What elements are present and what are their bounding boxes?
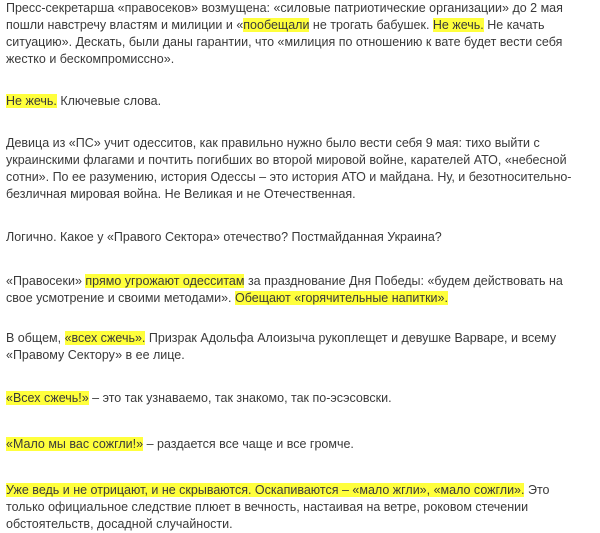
text: Пресс-секретарша «правосеков» возмущена: «силовые патриотические организации» до 2 мая пошли навстречу властям и милиции и « [6, 1, 563, 32]
highlight: Уже ведь и не отрицают, и не скрываются. Оскапиваются – «мало жгли», «мало сожгли». [6, 483, 525, 497]
highlight: «всех сжечь». [64, 331, 146, 345]
text: В общем, [6, 331, 65, 345]
text: за празднование Дня Победы: «будем действовать на свое усмотрение и своими методами». [6, 274, 563, 305]
highlight: «Всех сжечь!» [6, 391, 89, 405]
paragraph-logical [6, 229, 591, 246]
text: Призрак Адольфа Алоизыча рукоплещет и девушке Варваре, и всему «Правому Сектору» в ее лице. [6, 331, 557, 362]
paragraph-girl-ps [6, 135, 591, 203]
highlight: Не жечь. [6, 94, 57, 108]
text: Девица из «ПС» учит одесситов, как правильно нужно было вести себя 9 мая: тихо выйти с украинскими флагами и почтить погибших во второй мировой войне, карателей АТО, «небесной сотни». По ее разумению, история Одессы – это история АТО и майдана. Ну, и безотносительно-безличная мировая война. Не Великая и не Отечественная. [6, 136, 572, 201]
paragraph-threats [6, 273, 591, 307]
paragraph-no-denial [6, 482, 591, 533]
paragraph-in-general [6, 330, 591, 364]
highlight: Обещают «горячительные напитки». [235, 291, 448, 305]
text: «Правосеки» [6, 274, 86, 288]
text: Не качать ситуацию». Дескать, были даны гарантии, что «милиция по отношению к вате будет вести себя жестко и бескомпромиссно». [6, 18, 563, 66]
text: Логично. Какое у «Правого Сектора» отечество? Постмайданная Украина? [6, 230, 442, 244]
paragraph-burn-all [6, 390, 591, 407]
text: – это так узнаваемо, так знакомо, так по-эсэсовски. [88, 391, 392, 405]
highlight: «Мало мы вас сожгли!» [6, 437, 144, 451]
highlight: Не жечь. [432, 18, 484, 32]
highlight: пообещали [243, 18, 310, 32]
text: Это только официальное следствие плюет в вечность, настаивая на ветре, роковом стечении обстоятельств, досадной случайности. [6, 483, 550, 531]
text: – раздается все чаще и все громче. [143, 437, 354, 451]
text: Ключевые слова. [56, 94, 162, 108]
text: не трогать бабушек. [309, 18, 433, 32]
paragraph-too-few [6, 436, 591, 453]
paragraph-key-words [6, 93, 591, 110]
paragraph-press-secretary [6, 0, 591, 68]
highlight: прямо угрожают одесситам [85, 274, 245, 288]
